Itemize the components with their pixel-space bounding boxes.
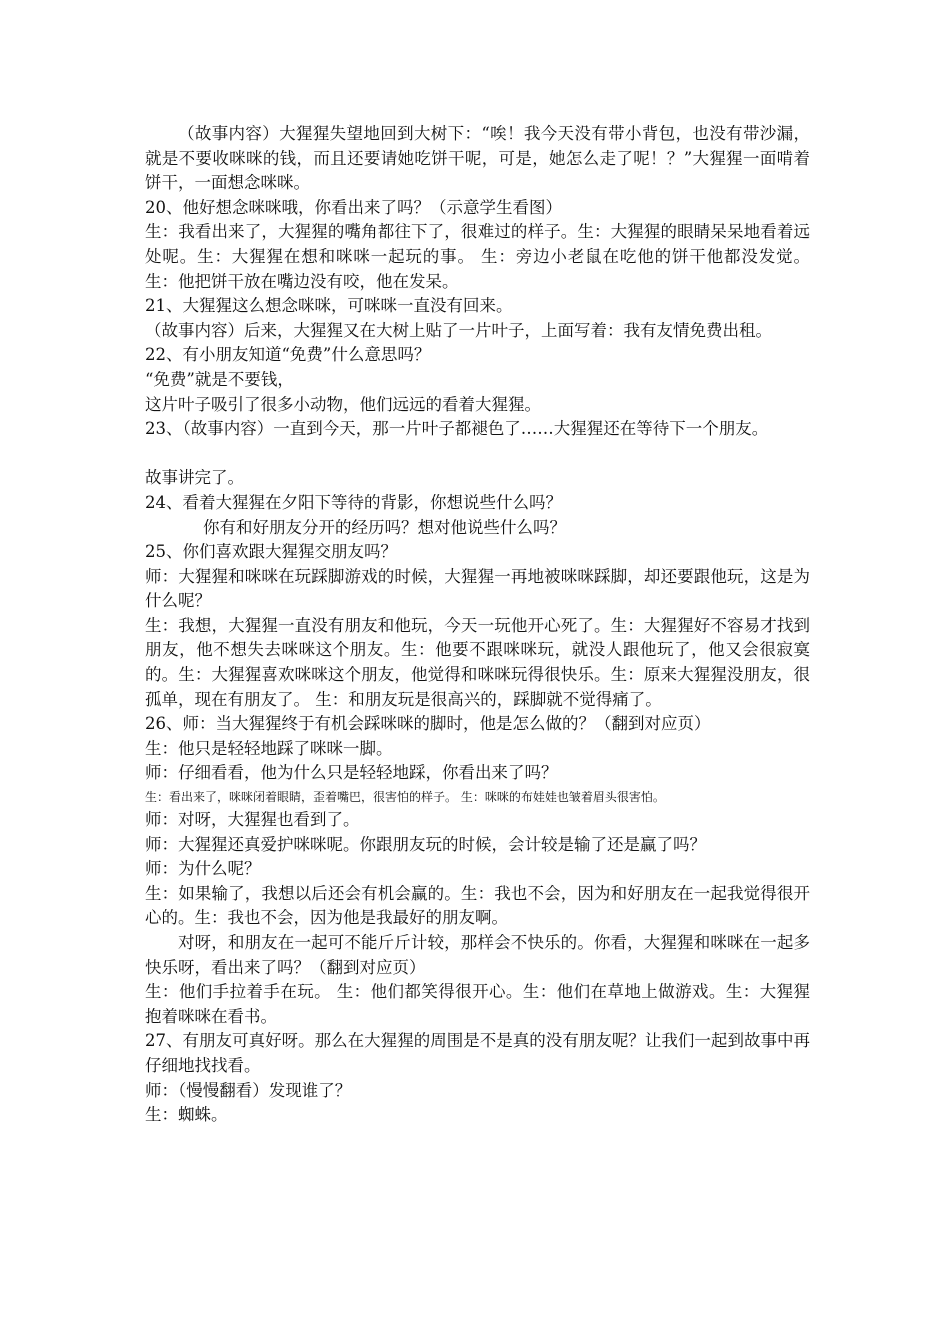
paragraph-happy-answers: 生：他们手拉着手在玩。 生：他们都笑得很开心。生：他们在草地上做游戏。生：大猩猩抱着咪咪在看书。	[145, 982, 810, 1026]
paragraph-q21: 21、大猩猩这么想念咪咪，可咪咪一直没有回来。	[145, 296, 513, 316]
paragraph-happy-together: 对呀，和朋友在一起可不能斤斤计较，那样会不快乐的。你看，大猩猩和咪咪在一起多快乐呀，看出来了吗？（翻到对应页）	[145, 933, 810, 977]
paragraph-q26: 26、师：当大猩猩终于有机会踩咪咪的脚时，他是怎么做的？（翻到对应页）	[145, 714, 711, 734]
paragraph-teacher-compare: 师：大猩猩还真爱护咪咪呢。你跟朋友玩的时候，会计较是输了还是赢了吗？	[145, 834, 706, 854]
paragraph-free-meaning: “免费”就是不要钱，	[145, 369, 294, 389]
paragraph-q27-teacher: 师：（慢慢翻看）发现谁了？	[145, 1080, 352, 1100]
paragraph-teacher-agree: 师：对呀，大猩猩也看到了。	[145, 810, 360, 830]
paragraph-leaf-attract: 这片叶子吸引了很多小动物，他们远远的看着大猩猩。	[145, 394, 541, 414]
paragraph-q25-answers: 生：我想，大猩猩一直没有朋友和他玩，今天一玩他开心死了。生：大猩猩好不容易才找到朋友，他不想失去咪咪这个朋友。生：他要不跟咪咪玩，就没人跟他玩了，他又会很寂寞的。生：大猩猩喜欢咪咪这个朋友，他觉得和咪咪玩得很快乐。生：原来大猩猩没朋友，很孤单，现在有朋友了。 生：和朋友玩是很高兴的，踩脚就不觉得痛了。	[145, 615, 810, 709]
paragraph-story-leaf: （故事内容）后来，大猩猩又在大树上贴了一片叶子，上面写着：我有友情免费出租。	[145, 320, 772, 340]
blank-line	[145, 442, 810, 467]
paragraph-story-end: 故事讲完了。	[145, 468, 244, 488]
paragraph-q22: 22、有小朋友知道“免费”什么意思吗？	[145, 345, 431, 365]
paragraph-q26-answers-small: 生：看出来了，咪咪闭着眼睛，歪着嘴巴，很害怕的样子。 生：咪咪的布娃娃也皱着眉头很害怕。	[145, 790, 665, 805]
paragraph-q26-teacher: 师：仔细看看，他为什么只是轻轻地踩，你看出来了吗？	[145, 763, 558, 783]
paragraph-q20: 20、他好想念咪咪哦，你看出来了吗？（示意学生看图）	[145, 197, 562, 217]
paragraph-q23: 23、（故事内容）一直到今天，那一片叶子都褪色了……大猩猩还在等待下一个朋友。	[145, 419, 769, 439]
paragraph-why-answers: 生：如果输了，我想以后还会有机会赢的。生：我也不会，因为和好朋友在一起我觉得很开心的。生：我也不会，因为他是我最好的朋友啊。	[145, 883, 810, 928]
document-page	[145, 122, 810, 1128]
paragraph-q24: 24、看着大猩猩在夕阳下等待的背影，你想说些什么吗？	[145, 492, 562, 512]
paragraph-q25-teacher: 师：大猩猩和咪咪在玩踩脚游戏的时候，大猩猩一再地被咪咪踩脚，却还要跟他玩，这是为什么呢？	[145, 566, 810, 611]
paragraph-q27: 27、有朋友可真好呀。那么在大猩猩的周围是不是真的没有朋友呢？让我们一起到故事中再仔细地找找看。	[145, 1031, 810, 1075]
paragraph-teacher-why: 师：为什么呢？	[145, 859, 261, 879]
paragraph-q26-answer: 生：他只是轻轻地踩了咪咪一脚。	[145, 738, 393, 758]
paragraph-q25: 25、你们喜欢跟大猩猩交朋友吗？	[145, 542, 397, 562]
paragraph-q20-answers: 生：我看出来了，大猩猩的嘴角都往下了，很难过的样子。生：大猩猩的眼睛呆呆地看着远处呢。生：大猩猩在想和咪咪一起玩的事。 生：旁边小老鼠在吃他的饼干他都没发觉。生：他把饼干放在嘴边没有咬，他在发呆。	[145, 222, 810, 291]
paragraph-q24-followup: 你有和好朋友分开的经历吗？想对他说些什么吗？	[203, 517, 566, 537]
paragraph-story-return: （故事内容）大猩猩失望地回到大树下：“唉！我今天没有带小背包，也没有带沙漏，就是不要收咪咪的钱，而且还要请她吃饼干呢，可是，她怎么走了呢！？”大猩猩一面啃着饼干，一面想念咪咪。	[145, 124, 810, 193]
paragraph-q27-answer: 生：蜘蛛。	[145, 1105, 228, 1125]
